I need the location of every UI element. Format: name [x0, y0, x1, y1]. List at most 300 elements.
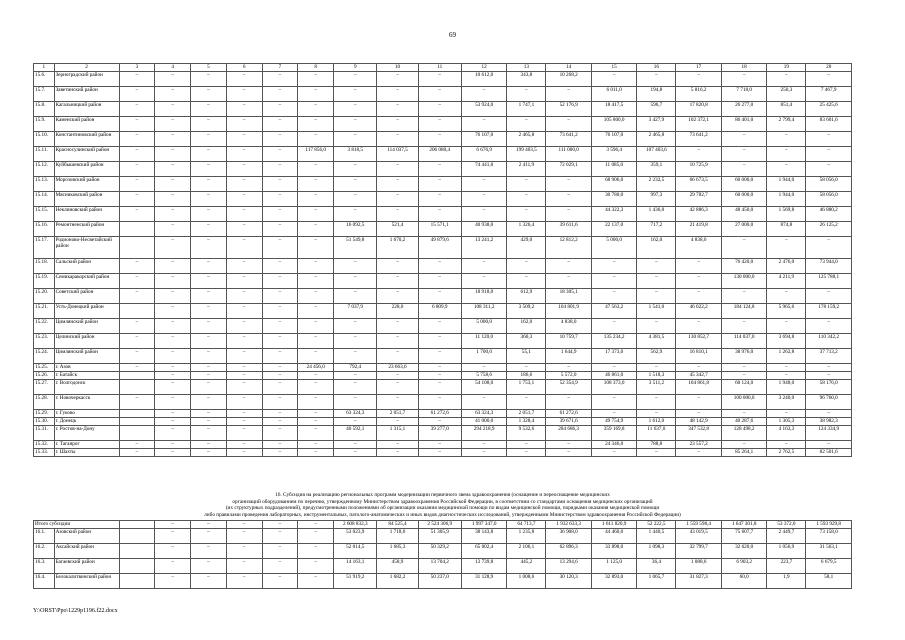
- value-cell: –: [418, 117, 461, 132]
- value-cell: 65 002,4: [461, 544, 507, 559]
- row-name: Константиновский район: [54, 132, 119, 147]
- value-cell: 359 169,8: [591, 426, 637, 441]
- empty-cell: [119, 237, 155, 259]
- value-cell: 2 106,1: [507, 544, 546, 559]
- value-cell: –: [226, 364, 262, 372]
- value-cell: –: [721, 410, 767, 418]
- value-cell: –: [298, 132, 334, 147]
- value-cell: –: [461, 449, 507, 457]
- value-cell: 61 272,6: [546, 410, 592, 418]
- value-cell: –: [377, 319, 418, 334]
- value-cell: 6 676,9: [461, 147, 507, 162]
- value-cell: –: [119, 117, 155, 132]
- row-number: 15.16.: [34, 222, 55, 237]
- value-cell: 1 235,8: [507, 529, 546, 544]
- table-row: [34, 132, 852, 147]
- value-cell: 6 903,2: [721, 559, 767, 574]
- value-cell: –: [418, 449, 461, 457]
- row-name: г. Азов: [54, 364, 119, 372]
- value-cell: 1 700,0: [461, 349, 507, 364]
- value-cell: –: [546, 441, 592, 449]
- value-cell: 347 532,8: [676, 426, 722, 441]
- value-cell: 6 679,5: [806, 559, 852, 574]
- value-cell: 117 856,0: [298, 147, 334, 162]
- value-cell: 128 498,2: [721, 426, 767, 441]
- column-number: 2: [54, 64, 119, 72]
- value-cell: 54 108,0: [461, 380, 507, 395]
- value-cell: 2 762,5: [767, 449, 806, 457]
- value-cell: 44 322,3: [591, 207, 637, 222]
- total-value: 1 611 820,9: [591, 521, 637, 529]
- row-name: г. Новочеркасск: [54, 395, 119, 410]
- row-number: 15.30.: [34, 418, 55, 426]
- table-row: [34, 574, 852, 589]
- row-name: г. Волгодонск: [54, 380, 119, 395]
- value-cell: –: [418, 418, 461, 426]
- value-cell: –: [155, 449, 191, 457]
- value-cell: 58 056,0: [806, 192, 852, 207]
- row-number: 15.19.: [34, 274, 55, 289]
- value-cell: –: [155, 192, 191, 207]
- value-cell: –: [119, 319, 155, 334]
- table-row: [34, 192, 852, 207]
- value-cell: 13 241,2: [461, 237, 507, 259]
- value-cell: 40 287,6: [721, 418, 767, 426]
- value-cell: –: [155, 364, 191, 372]
- value-cell: 63 324,3: [461, 410, 507, 418]
- value-cell: 851,4: [767, 102, 806, 117]
- value-cell: 717,2: [637, 222, 676, 237]
- value-cell: 223,7: [767, 559, 806, 574]
- value-cell: –: [334, 207, 377, 222]
- value-cell: –: [191, 132, 227, 147]
- value-cell: 7 718,0: [721, 87, 767, 102]
- value-cell: 11 120,0: [461, 334, 507, 349]
- row-number: 15.8.: [34, 102, 55, 117]
- value-cell: 429,0: [507, 237, 546, 259]
- row-number: 15.20.: [34, 289, 55, 304]
- value-cell: –: [334, 334, 377, 349]
- value-cell: 1 944,0: [767, 177, 806, 192]
- table-row: [34, 449, 852, 457]
- table-row: [34, 372, 852, 380]
- value-cell: 445,2: [507, 559, 546, 574]
- value-cell: 25 425,6: [806, 102, 852, 117]
- value-cell: –: [298, 259, 334, 274]
- empty-cell: [119, 426, 155, 441]
- table-row: [34, 207, 852, 222]
- value-cell: 73 944,0: [806, 259, 852, 274]
- table-row: [34, 87, 852, 102]
- value-cell: 13 739,8: [461, 559, 507, 574]
- table-row: [34, 102, 852, 117]
- row-name: Неклиновский район: [54, 207, 119, 222]
- value-cell: 5 000,0: [461, 319, 507, 334]
- value-cell: 85 264,1: [721, 449, 767, 457]
- value-cell: 194,8: [637, 87, 676, 102]
- section-title-line: 16. Субсидия на реализацию региональных программ модернизации первичного звена здравоохранения (оснащение и переоснащение медицинских: [275, 492, 610, 498]
- value-cell: 76 107,0: [461, 132, 507, 147]
- value-cell: 1 326,4: [507, 222, 546, 237]
- value-cell: –: [591, 72, 637, 87]
- column-number: 5: [191, 64, 227, 72]
- value-cell: 4 838,0: [546, 319, 592, 334]
- value-cell: –: [262, 192, 298, 207]
- value-cell: 521,4: [377, 222, 418, 237]
- value-cell: 1 569,8: [767, 207, 806, 222]
- value-cell: –: [461, 87, 507, 102]
- value-cell: 51 549,8: [334, 237, 377, 259]
- value-cell: –: [191, 395, 227, 410]
- value-cell: –: [298, 426, 334, 441]
- value-cell: –: [461, 274, 507, 289]
- value-cell: –: [155, 207, 191, 222]
- value-cell: –: [191, 418, 227, 426]
- value-cell: –: [155, 237, 191, 259]
- value-cell: 111 000,0: [546, 147, 592, 162]
- row-number: 15.21.: [34, 304, 55, 319]
- data-table-section-16: [33, 520, 852, 589]
- row-number: 15.26.: [34, 372, 55, 380]
- value-cell: –: [155, 289, 191, 304]
- value-cell: 27 000,0: [721, 222, 767, 237]
- value-cell: –: [377, 418, 418, 426]
- value-cell: 50 329,2: [418, 544, 461, 559]
- value-cell: –: [377, 449, 418, 457]
- value-cell: –: [119, 87, 155, 102]
- value-cell: 39 611,6: [546, 222, 592, 237]
- value-cell: 13 704,2: [418, 559, 461, 574]
- value-cell: 36 908,0: [546, 529, 592, 544]
- value-cell: –: [676, 395, 722, 410]
- value-cell: 4 163,3: [767, 426, 806, 441]
- value-cell: 107 403,6: [637, 147, 676, 162]
- empty-cell: [119, 418, 155, 426]
- value-cell: –: [119, 177, 155, 192]
- value-cell: –: [262, 426, 298, 441]
- value-cell: 4 211,9: [767, 274, 806, 289]
- value-cell: 1 125,0: [591, 559, 637, 574]
- value-cell: 5 965,6: [767, 304, 806, 319]
- section-title-line: организаций оборудованием по перечню, утвержденному Министерством здравоохранения Российской Федерации, в соответствии со стандартами оснащения медицинских организаций: [232, 498, 653, 505]
- value-cell: –: [507, 259, 546, 274]
- value-cell: –: [262, 418, 298, 426]
- value-cell: 16 092,5: [334, 222, 377, 237]
- value-cell: 42 886,3: [676, 207, 722, 222]
- value-cell: –: [377, 192, 418, 207]
- table-row: [34, 289, 852, 304]
- value-cell: 40 938,0: [461, 222, 507, 237]
- value-cell: 596,7: [637, 102, 676, 117]
- value-cell: 46 022,2: [676, 304, 722, 319]
- value-cell: 1 685,3: [377, 544, 418, 559]
- value-cell: 10 268,2: [546, 72, 592, 87]
- value-cell: 2 051,7: [507, 410, 546, 418]
- value-cell: –: [676, 147, 722, 162]
- value-cell: –: [591, 319, 637, 334]
- value-cell: –: [507, 192, 546, 207]
- value-cell: –: [298, 304, 334, 319]
- value-cell: –: [226, 304, 262, 319]
- value-cell: –: [806, 441, 852, 449]
- value-cell: 10 759,7: [546, 334, 592, 349]
- value-cell: –: [298, 559, 334, 574]
- value-cell: 96 760,0: [806, 395, 852, 410]
- value-cell: 1 098,3: [637, 544, 676, 559]
- table-row: [34, 395, 852, 410]
- value-cell: –: [546, 274, 592, 289]
- value-cell: –: [334, 274, 377, 289]
- value-cell: 562,9: [637, 349, 676, 364]
- value-cell: –: [334, 117, 377, 132]
- value-cell: –: [155, 395, 191, 410]
- value-cell: 74 441,0: [461, 162, 507, 177]
- value-cell: –: [191, 162, 227, 177]
- row-number: 16.3.: [34, 559, 55, 574]
- value-cell: 162,0: [637, 237, 676, 259]
- value-cell: –: [155, 259, 191, 274]
- value-cell: –: [418, 72, 461, 87]
- value-cell: 3 596,4: [591, 147, 637, 162]
- row-name: Заветинский район: [54, 87, 119, 102]
- value-cell: 162,0: [507, 319, 546, 334]
- value-cell: –: [418, 319, 461, 334]
- value-cell: –: [767, 441, 806, 449]
- value-cell: 26 277,0: [721, 102, 767, 117]
- row-name: Цимлянский район: [54, 349, 119, 364]
- value-cell: –: [226, 529, 262, 544]
- value-cell: –: [507, 274, 546, 289]
- value-cell: –: [418, 334, 461, 349]
- value-cell: –: [155, 72, 191, 87]
- value-cell: –: [226, 192, 262, 207]
- value-cell: 10 725,9: [676, 162, 722, 177]
- value-cell: –: [262, 207, 298, 222]
- value-cell: –: [806, 364, 852, 372]
- value-cell: –: [591, 259, 637, 274]
- value-cell: 997,3: [637, 192, 676, 207]
- value-cell: 32 893,0: [591, 574, 637, 589]
- column-number: 9: [334, 64, 377, 72]
- value-cell: –: [191, 117, 227, 132]
- row-name: Кагальницкий район: [54, 102, 119, 117]
- value-cell: –: [226, 559, 262, 574]
- value-cell: 52 176,9: [546, 102, 592, 117]
- value-cell: –: [377, 259, 418, 274]
- value-cell: 41 000,0: [461, 418, 507, 426]
- value-cell: –: [298, 192, 334, 207]
- value-cell: 612,9: [507, 289, 546, 304]
- value-cell: –: [377, 395, 418, 410]
- value-cell: –: [226, 207, 262, 222]
- value-cell: –: [298, 162, 334, 177]
- value-cell: 50 237,0: [418, 574, 461, 589]
- value-cell: 60 124,0: [721, 380, 767, 395]
- value-cell: 32 799,7: [676, 544, 722, 559]
- value-cell: –: [155, 380, 191, 395]
- row-number: 16.2.: [34, 544, 55, 559]
- value-cell: 31 827,3: [676, 574, 722, 589]
- value-cell: –: [262, 289, 298, 304]
- value-cell: –: [721, 132, 767, 147]
- value-cell: 17 820,8: [676, 102, 722, 117]
- value-cell: –: [191, 449, 227, 457]
- value-cell: 3 509,2: [507, 304, 546, 319]
- total-value: 2 608 832,3: [334, 521, 377, 529]
- value-cell: 76 420,0: [721, 259, 767, 274]
- row-number: 15.10.: [34, 132, 55, 147]
- value-cell: –: [546, 395, 592, 410]
- value-cell: –: [591, 449, 637, 457]
- row-name: Ремонтненский район: [54, 222, 119, 237]
- value-cell: –: [377, 102, 418, 117]
- value-cell: –: [191, 372, 227, 380]
- data-table: [33, 63, 852, 457]
- value-cell: 186,6: [507, 372, 546, 380]
- value-cell: 359,1: [637, 162, 676, 177]
- row-name: Мясниковский район: [54, 192, 119, 207]
- footer-path: Y:\ORST\Ppo\1229p1196.f22.docx: [33, 608, 118, 614]
- value-cell: 73 158,0: [806, 529, 852, 544]
- table-row: [34, 349, 852, 364]
- value-cell: 16 810,1: [676, 349, 722, 364]
- value-cell: 29 782,7: [676, 192, 722, 207]
- value-cell: –: [461, 117, 507, 132]
- value-cell: –: [191, 380, 227, 395]
- value-cell: –: [262, 441, 298, 449]
- value-cell: 2 232,5: [637, 177, 676, 192]
- value-cell: –: [676, 364, 722, 372]
- value-cell: –: [298, 372, 334, 380]
- value-cell: –: [155, 426, 191, 441]
- value-cell: –: [191, 87, 227, 102]
- value-cell: –: [767, 319, 806, 334]
- value-cell: –: [155, 544, 191, 559]
- value-cell: –: [637, 319, 676, 334]
- value-cell: –: [155, 349, 191, 364]
- row-name: Родионово-Несветайский район: [54, 237, 119, 259]
- value-cell: 1 612,0: [637, 418, 676, 426]
- value-cell: 1 670,2: [377, 237, 418, 259]
- value-cell: –: [155, 529, 191, 544]
- value-cell: 100 000,0: [721, 395, 767, 410]
- value-cell: –: [191, 259, 227, 274]
- value-cell: 63 324,3: [334, 410, 377, 418]
- value-cell: –: [155, 410, 191, 418]
- value-cell: –: [546, 87, 592, 102]
- value-cell: 1 065,7: [637, 574, 676, 589]
- value-cell: 1 088,6: [676, 559, 722, 574]
- value-cell: –: [191, 289, 227, 304]
- value-cell: –: [637, 449, 676, 457]
- section-title: [33, 492, 852, 518]
- value-cell: –: [298, 395, 334, 410]
- table-row: [34, 162, 852, 177]
- value-cell: –: [637, 410, 676, 418]
- value-cell: –: [377, 349, 418, 364]
- table-row: [34, 147, 852, 162]
- value-cell: –: [298, 574, 334, 589]
- row-name: г. Донецк: [54, 418, 119, 426]
- value-cell: 58,1: [806, 574, 852, 589]
- value-cell: –: [262, 102, 298, 117]
- value-cell: 61 272,6: [418, 410, 461, 418]
- value-cell: –: [377, 132, 418, 147]
- row-name: Каменский район: [54, 117, 119, 132]
- value-cell: 24 456,0: [298, 364, 334, 372]
- value-cell: 1 718,0: [377, 529, 418, 544]
- value-cell: –: [676, 289, 722, 304]
- row-number: 16.4.: [34, 574, 55, 589]
- column-number: 18: [721, 64, 767, 72]
- value-cell: 458,9: [377, 559, 418, 574]
- row-number: 15.6.: [34, 72, 55, 87]
- value-cell: –: [377, 72, 418, 87]
- value-cell: 1 541,0: [637, 304, 676, 319]
- value-cell: –: [155, 334, 191, 349]
- value-cell: –: [334, 319, 377, 334]
- value-cell: –: [806, 132, 852, 147]
- total-value: –: [298, 521, 334, 529]
- value-cell: –: [191, 544, 227, 559]
- value-cell: 9 532,6: [507, 426, 546, 441]
- value-cell: –: [767, 289, 806, 304]
- value-cell: –: [637, 259, 676, 274]
- value-cell: 38 976,0: [721, 349, 767, 364]
- value-cell: –: [119, 102, 155, 117]
- value-cell: –: [191, 237, 227, 259]
- table-row: [34, 237, 852, 259]
- column-number: 4: [155, 64, 191, 72]
- value-cell: –: [298, 529, 334, 544]
- value-cell: –: [262, 319, 298, 334]
- value-cell: –: [262, 132, 298, 147]
- empty-cell: [119, 304, 155, 319]
- value-cell: –: [377, 334, 418, 349]
- table-row: [34, 274, 852, 289]
- value-cell: 1 305,3: [767, 418, 806, 426]
- value-cell: –: [262, 395, 298, 410]
- value-cell: –: [767, 410, 806, 418]
- value-cell: 17 373,0: [591, 349, 637, 364]
- value-cell: –: [191, 349, 227, 364]
- table-row: [34, 72, 852, 87]
- value-cell: –: [191, 207, 227, 222]
- column-number: 16: [637, 64, 676, 72]
- value-cell: 82 501,6: [806, 449, 852, 457]
- value-cell: 124 334,9: [806, 426, 852, 441]
- value-cell: –: [418, 380, 461, 395]
- value-cell: 2 449,7: [767, 529, 806, 544]
- value-cell: –: [298, 274, 334, 289]
- column-number: 8: [298, 64, 334, 72]
- value-cell: –: [119, 334, 155, 349]
- value-cell: 1 436,0: [637, 207, 676, 222]
- value-cell: –: [334, 259, 377, 274]
- value-cell: –: [226, 289, 262, 304]
- value-cell: 18 305,1: [546, 289, 592, 304]
- value-cell: –: [298, 441, 334, 449]
- value-cell: –: [191, 441, 227, 449]
- value-cell: –: [119, 259, 155, 274]
- value-cell: –: [721, 289, 767, 304]
- table-row: [34, 410, 852, 418]
- value-cell: –: [119, 162, 155, 177]
- row-number: 15.27.: [34, 380, 55, 395]
- row-name: г. Батайск: [54, 372, 119, 380]
- table-row: [34, 334, 852, 349]
- value-cell: 39 671,6: [546, 418, 592, 426]
